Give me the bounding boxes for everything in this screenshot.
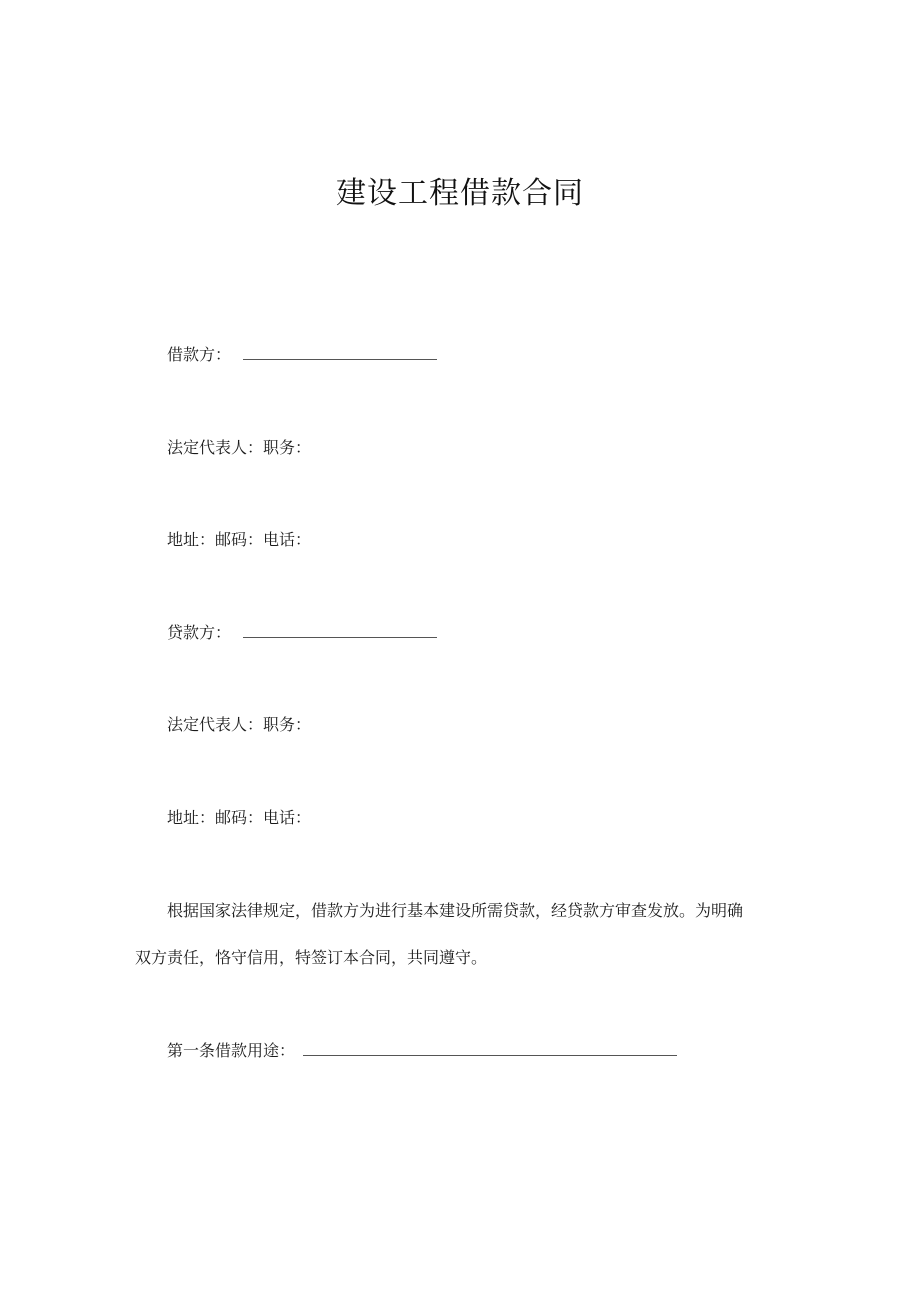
preamble-line-2: 双方责任，恪守信用，特签订本合同，共同遵守。 xyxy=(135,948,488,967)
preamble-line-1: 根据国家法律规定，借款方为进行基本建设所需贷款，经贷款方审查发放。为明确 xyxy=(167,901,744,920)
borrower-blank xyxy=(243,345,437,360)
article-1-blank xyxy=(303,1041,677,1056)
borrower-label: 借款方： xyxy=(167,345,232,364)
article-1-line xyxy=(167,1041,677,1061)
borrower-address: 地址：邮码：电话： xyxy=(167,530,312,549)
borrower-representative: 法定代表人：职务： xyxy=(167,438,312,457)
article-1-label: 第一条借款用途： xyxy=(167,1041,296,1060)
document-title: 建设工程借款合同 xyxy=(336,176,584,211)
lender-blank xyxy=(243,623,437,638)
lender-representative: 法定代表人：职务： xyxy=(167,715,312,734)
borrower-line xyxy=(167,345,437,365)
lender-line xyxy=(167,623,437,643)
lender-label: 贷款方： xyxy=(167,623,232,642)
lender-address: 地址：邮码：电话： xyxy=(167,808,312,827)
